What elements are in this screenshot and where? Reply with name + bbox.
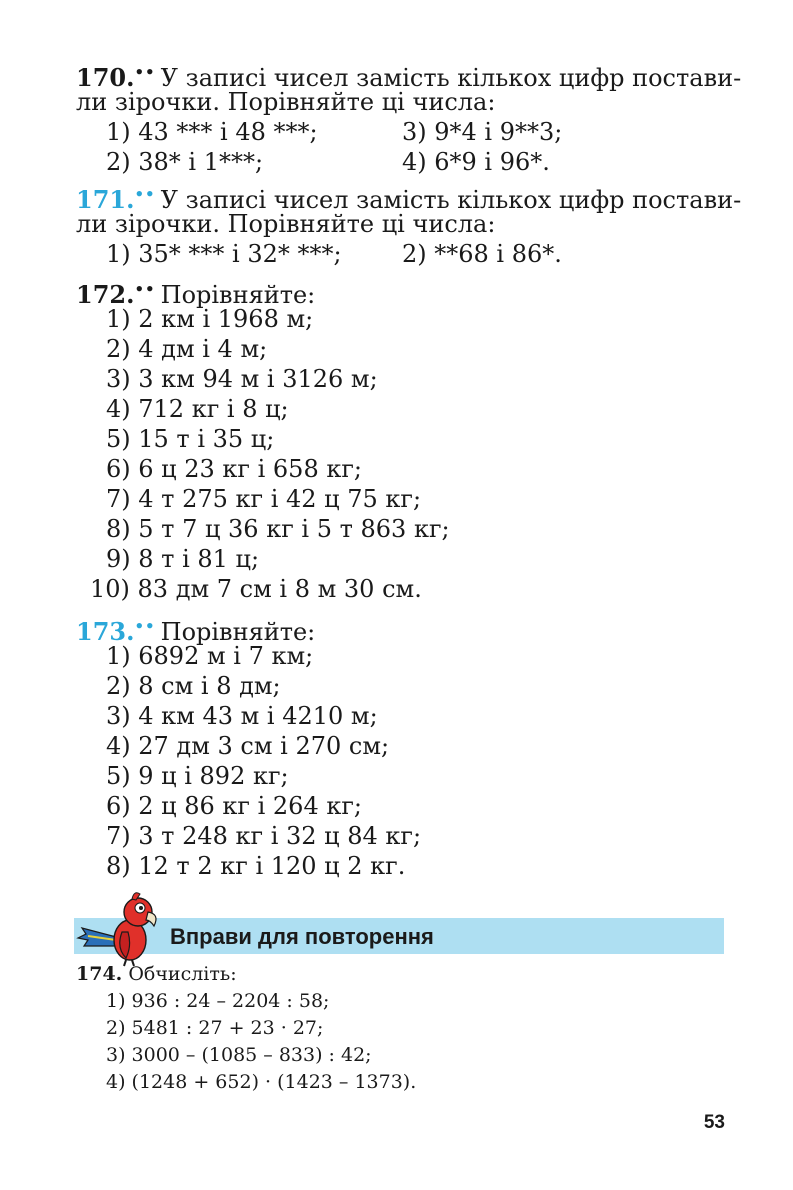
- list-item: 2) 8 см і 8 дм;: [106, 672, 281, 700]
- item-list: [76, 641, 726, 881]
- list-item: 1) 6892 м і 7 км;: [106, 642, 314, 670]
- list-item: 3) 3000 – (1085 – 833) : 42;: [106, 1044, 372, 1066]
- problem-172: [76, 274, 726, 604]
- difficulty-marker: ••: [134, 617, 156, 635]
- list-item: 2) 38* і 1***;: [106, 148, 264, 176]
- list-item: 4) 712 кг і 8 ц;: [106, 395, 289, 423]
- problem-number: 172.: [76, 280, 135, 309]
- difficulty-marker: ••: [134, 185, 156, 203]
- list-item: 2) **68 і 86*.: [402, 240, 562, 268]
- list-item: 1) 35* *** і 32* ***;: [106, 240, 342, 268]
- problem-number: 173.: [76, 617, 135, 646]
- problem-171: [76, 179, 742, 269]
- list-item: 1) 2 км і 1968 м;: [106, 305, 314, 333]
- list-item: 1) 936 : 24 – 2204 : 58;: [106, 990, 330, 1012]
- list-item: 6) 6 ц 23 кг і 658 кг;: [106, 455, 362, 483]
- list-item: 3) 4 км 43 м і 4210 м;: [106, 702, 378, 730]
- list-item: 8) 5 т 7 ц 36 кг і 5 т 863 кг;: [106, 515, 450, 543]
- list-item: 4) 6*9 і 96*.: [402, 148, 550, 176]
- list-item: 2) 5481 : 27 + 23 · 27;: [106, 1017, 324, 1039]
- problem-text: У записі чисел замість кількох цифр постави-: [160, 64, 742, 92]
- problem-number: 170.: [76, 63, 135, 92]
- list-item: 8) 12 т 2 кг і 120 ц 2 кг.: [106, 852, 406, 880]
- problem-173: [76, 611, 726, 881]
- list-item: 4) 27 дм 3 см і 270 см;: [106, 732, 390, 760]
- difficulty-marker: ••: [134, 63, 156, 81]
- list-item: 4) (1248 + 652) · (1423 – 1373).: [106, 1071, 417, 1093]
- problem-text: ли зірочки. Порівняйте ці числа:: [76, 88, 496, 116]
- page-number: 53: [703, 1112, 725, 1133]
- problem-text: Порівняйте:: [160, 618, 316, 646]
- list-item: 5) 15 т і 35 ц;: [106, 425, 275, 453]
- list-item: 7) 3 т 248 кг і 32 ц 84 кг;: [106, 822, 422, 850]
- problem-text: ли зірочки. Порівняйте ці числа:: [76, 210, 496, 238]
- list-item: 5) 9 ц і 892 кг;: [106, 762, 289, 790]
- problem-174: [76, 961, 416, 1096]
- list-item: 1) 43 *** і 48 ***;: [106, 118, 318, 146]
- parrot-icon: [76, 888, 168, 968]
- list-item: 3) 9*4 і 9**3;: [402, 118, 563, 146]
- list-item: 2) 4 дм і 4 м;: [106, 335, 268, 363]
- problem-text: У записі чисел замість кількох цифр постави-: [160, 186, 742, 214]
- problem-text: Обчисліть:: [128, 963, 237, 985]
- item-list: [76, 304, 726, 604]
- list-item: 6) 2 ц 86 кг і 264 кг;: [106, 792, 362, 820]
- list-item: 10) 83 дм 7 см і 8 м 30 см.: [90, 575, 422, 603]
- difficulty-marker: ••: [134, 280, 156, 298]
- list-item: 3) 3 км 94 м і 3126 м;: [106, 365, 378, 393]
- list-item: 9) 8 т і 81 ц;: [106, 545, 260, 573]
- problem-text: Порівняйте:: [160, 281, 316, 309]
- problem-170: [76, 57, 742, 177]
- problem-number: 174.: [76, 963, 123, 985]
- section-title: Вправи для повторення: [170, 924, 434, 949]
- list-item: 7) 4 т 275 кг і 42 ц 75 кг;: [106, 485, 422, 513]
- problem-number: 171.: [76, 185, 135, 214]
